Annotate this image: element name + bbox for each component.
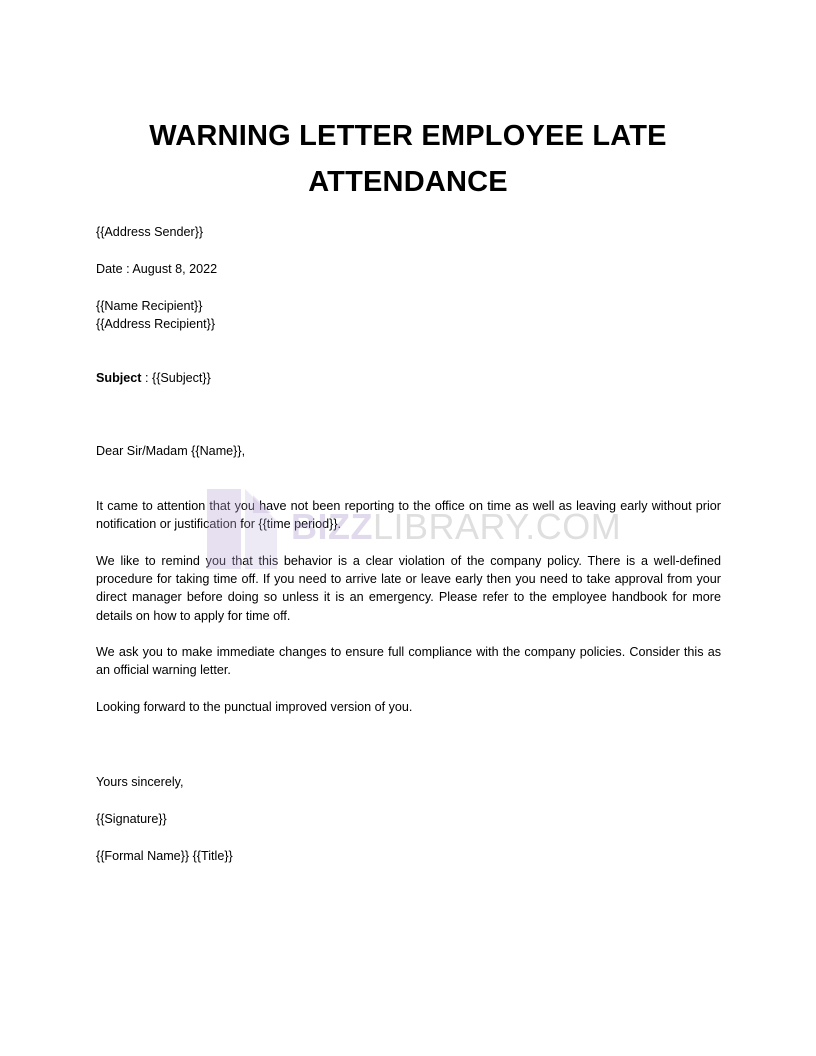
watermark-text-library: LIBRARY.COM [372,506,622,547]
body-paragraph-3: We ask you to make immediate changes to ensure full compliance with the company policies. Consider this as an official warning letter. [96,645,721,678]
body-paragraph-2: We like to remind you that this behavior is a clear violation of the company policy. There is a well-defined procedure for taking time off. If you need to arrive late or leave early then you need to take approval from your direct manager before doing so unless it is an emergency. Please refer to the employee handbook for more details on how to apply for time off. [96,554,721,623]
subject-label: Subject [96,371,142,385]
body-paragraph-1: It came to attention that you have not been reporting to the office on time as well as leaving early without prior notification or justification for {{time period}}. [96,499,721,532]
address-recipient: {{Address Recipient}} [96,317,216,331]
watermark-text-bizz: BIZZ [291,506,373,547]
body-paragraph-4: Looking forward to the punctual improved version of you. [96,700,413,714]
signature-placeholder: {{Signature}} [96,812,167,826]
salutation: Dear Sir/Madam {{Name}}, [96,444,246,458]
address-sender: {{Address Sender}} [96,225,204,239]
formal-name-title: {{Formal Name}} {{Title}} [96,849,233,863]
subject-line [96,369,721,387]
subject-value: : {{Subject}} [141,371,211,385]
name-recipient: {{Name Recipient}} [96,299,203,313]
date-line: Date : August 8, 2022 [96,262,218,276]
closing: Yours sincerely, [96,775,184,789]
document-title: WARNING LETTER EMPLOYEE LATE ATTENDANCE [149,120,667,198]
